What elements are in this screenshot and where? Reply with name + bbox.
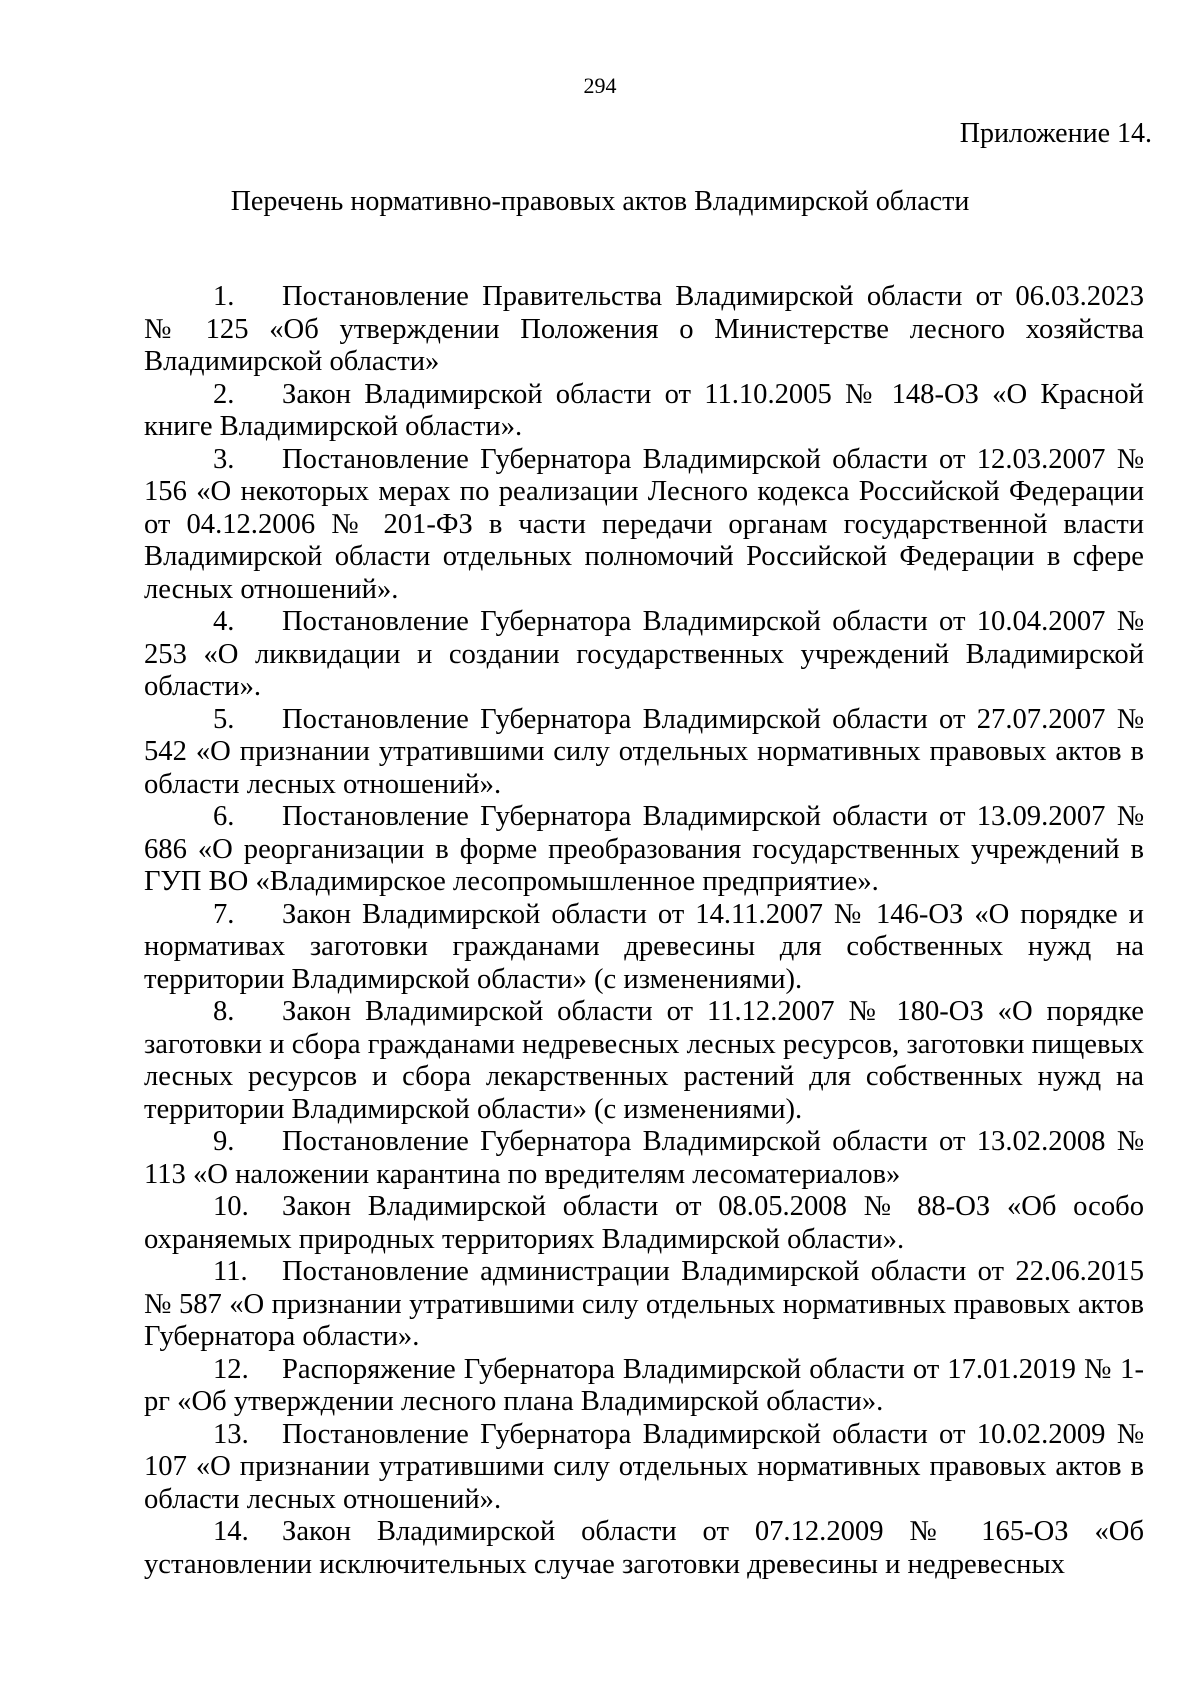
item-text: Постановление Губернатора Владимирской области от 12.03.2007 № 156 «О некоторых мерах по реализации Лесного кодекса Российской Федерации от 04.12.2006 № 201-ФЗ в части передачи органам государственной власти Владимирской области отдельных полномочий Российской Федерации в сфере лесных отношений». [144, 443, 1144, 605]
item-number: 3. [213, 443, 235, 475]
item-number: 5. [213, 703, 235, 735]
list-item [144, 1354, 1144, 1419]
item-number: 8. [213, 996, 235, 1027]
item-text: Постановление Губернатора Владимирской области от 13.02.2008 № 113 «О наложении карантина по вредителям лесоматериалов» [144, 1126, 1144, 1190]
item-text: Распоряжение Губернатора Владимирской области от 17.01.2019 № 1-рг «Об утверждении лесного плана Владимирской области». [144, 1353, 1144, 1417]
page-number: 294 [583, 73, 617, 98]
item-number: 9. [213, 1126, 235, 1157]
item-text: Постановление администрации Владимирской области от 22.06.2015 № 587 «О признании утратившими силу отдельных нормативных правовых актов Губернатора области». [144, 1256, 1144, 1352]
item-text: Постановление Правительства Владимирской области от 06.03.2023 № 125 «Об утверждении Положения о Министерстве лесного хозяйства Владимирской области» [144, 281, 1144, 377]
item-text: Закон Владимирской области от 14.11.2007 № 146-ОЗ «О порядке и нормативах заготовки гражданами древесины для собственных нужд на территории Владимирской области» (с изменениями). [144, 898, 1144, 995]
acts-list [144, 281, 1144, 1581]
list-item [144, 281, 1144, 379]
item-number: 10. [213, 1191, 249, 1222]
item-number: 11. [213, 1256, 248, 1287]
item-number: 12. [213, 1353, 249, 1385]
list-item [144, 606, 1144, 704]
item-text: Закон Владимирской области от 11.12.2007 № 180-ОЗ «О порядке заготовки и сбора гражданами недревесных лесных ресурсов, заготовки пищевых лесных ресурсов и сбора лекарственных растений для собственных нужд на территории Владимирской области» (с изменениями). [144, 996, 1144, 1125]
item-number: 13. [213, 1418, 249, 1450]
item-number: 14. [213, 1516, 249, 1547]
list-item [144, 1191, 1144, 1256]
item-number: 1. [213, 281, 235, 312]
list-item [144, 379, 1144, 444]
list-item [144, 996, 1144, 1126]
list-item [144, 801, 1144, 899]
document-title: Перечень нормативно-правовых актов Владимирской области [230, 186, 970, 217]
item-number: 6. [213, 801, 235, 832]
item-text: Постановление Губернатора Владимирской области от 10.02.2009 № 107 «О признании утратившими силу отдельных нормативных правовых актов в области лесных отношений». [144, 1418, 1144, 1515]
item-text: Постановление Губернатора Владимирской области от 10.04.2007 № 253 «О ликвидации и создании государственных учреждений Владимирской области». [144, 606, 1144, 702]
item-number: 2. [213, 378, 235, 410]
item-number: 7. [213, 898, 235, 930]
item-text: Закон Владимирской области от 11.10.2005 № 148-ОЗ «О Красной книге Владимирской области». [144, 378, 1144, 442]
item-text: Закон Владимирской области от 08.05.2008 № 88-ОЗ «Об особо охраняемых природных территориях Владимирской области». [144, 1191, 1144, 1255]
item-text: Постановление Губернатора Владимирской области от 13.09.2007 № 686 «О реорганизации в форме преобразования государственных учреждений в ГУП ВО «Владимирское лесопромышленное предприятие». [144, 801, 1144, 897]
list-item [144, 1419, 1144, 1517]
list-item [144, 1126, 1144, 1191]
item-number: 4. [213, 606, 235, 637]
list-item [144, 899, 1144, 997]
item-text: Закон Владимирской области от 07.12.2009 № 165-ОЗ «Об установлении исключительных случае заготовки древесины и недревесных [144, 1516, 1144, 1580]
list-item [144, 1256, 1144, 1354]
list-item [144, 444, 1144, 607]
item-text: Постановление Губернатора Владимирской области от 27.07.2007 № 542 «О признании утратившими силу отдельных нормативных правовых актов в области лесных отношений». [144, 703, 1144, 800]
list-item [144, 1516, 1144, 1581]
list-item [144, 704, 1144, 802]
appendix-label: Приложение 14. [959, 118, 1152, 149]
